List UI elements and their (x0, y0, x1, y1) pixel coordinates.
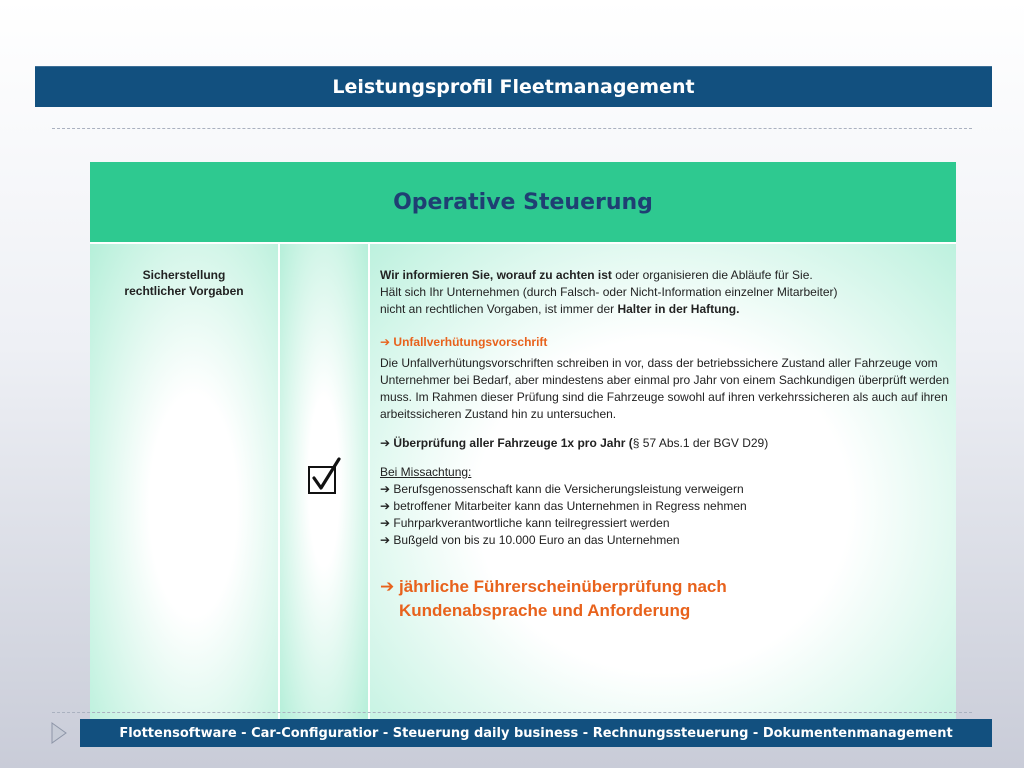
arrow-icon: ➔ (380, 533, 391, 547)
arrow-icon: ➔ (380, 482, 391, 496)
page-title: Leistungsprofil Fleetmanagement (332, 76, 695, 98)
footer-bar (80, 719, 992, 747)
arrow-icon: ➔ (380, 335, 391, 349)
section-title: Operative Steuerung (393, 189, 653, 215)
divider-top (52, 128, 972, 129)
play-triangle-icon (50, 722, 68, 744)
intro-line2: Hält sich Ihr Unternehmen (durch Falsch- oder Nicht-Information einzelner Mitarbeiter) (380, 285, 838, 299)
description-text: Wir informieren Sie, worauf zu achten ist oder organisieren die Abläufe für Sie. Hält sich Ihr Unternehmen (durch Falsch- oder Nicht-Information einzelner Mitarbeiter) nicht an rechtlichen Vorgaben, ist immer der Halter in der Haftung. ➔ Unfallverhütungsvorschrift Die Unfallverhütungsvorschriften schreiben in vor, dass der betriebssichere Zustand aller Fahrzeuge vom Unternehmer bei Bedarf, aber mindestens aber einmal pro Jahr von einem Sachkundigen überprüft werden muss. Im Rahmen dieser Prüfung sind die Fahrzeuge sowohl auf ihren verkehrssicheren als auch auf ihren arbeitssicheren Zustand hin zu untersuchen. ➔ Überprüfung aller Fahrzeuge 1x pro Jahr (§ 57 Abs.1 der BGV D29) Bei Missachtung: ➔ Berufsgenossenschaft kann die Versicherungsleistung verweigern ➔ betroffener Mitarbeiter kann das Unternehmen in Regress nehmen ➔ Fuhrparkverantwortliche kann teilregressiert werden ➔ Bußgeld von bis zu 10.000 Euro an das Unternehmen ➔ jährliche Führerscheinüberprüfung nach Kundenabsprache und Anforderung (380, 267, 950, 623)
checked-box-icon (308, 466, 336, 494)
uvv-heading: Unfallverhütungsvorschrift (393, 335, 548, 349)
list-item: ➔ Berufsgenossenschaft kann die Versicherungsleistung verweigern (380, 482, 744, 496)
highlight-line2: Kundenabsprache und Anforderung (399, 601, 691, 620)
label-column (90, 244, 278, 720)
title-bar (35, 66, 992, 107)
arrow-icon: ➔ (380, 436, 391, 450)
footer-text: Flottensoftware - Car-Configuratior - Steuerung daily business - Rechnungssteuerung - Dokumentenmanagement (119, 725, 953, 741)
highlight-line1: jährliche Führerscheinüberprüfung nach (398, 577, 727, 596)
intro-rest: oder organisieren die Abläufe für Sie. (611, 268, 813, 282)
arrow-icon: ➔ (380, 577, 395, 597)
missachtung-label: Bei Missachtung: (380, 465, 472, 479)
content-panel (90, 162, 956, 720)
list-item: ➔ Fuhrparkverantwortliche kann teilregressiert werden (380, 516, 670, 530)
list-item: ➔ betroffener Mitarbeiter kann das Unternehmen in Regress nehmen (380, 499, 747, 513)
list-item: ➔ Bußgeld von bis zu 10.000 Euro an das Unternehmen (380, 533, 680, 547)
arrow-icon: ➔ (380, 499, 391, 513)
uvv-body: Die Unfallverhütungsvorschriften schreiben in vor, dass der betriebssichere Zustand aller Fahrzeuge vom Unternehmer bei Bedarf, aber mindestens aber einmal pro Jahr von einem Sachkundigen überprüft werden muss. Im Rahmen dieser Prüfung sind die Fahrzeuge sowohl auf ihren verkehrssicheren als auch auf ihren arbeitssicheren Zustand hin zu untersuchen. (380, 356, 949, 421)
divider-bottom (52, 712, 972, 713)
arrow-icon: ➔ (380, 516, 391, 530)
section-header (90, 162, 956, 242)
intro-bold: Wir informieren Sie, worauf zu achten ist (380, 268, 612, 282)
row-label: Sicherstellung rechtlicher Vorgaben (124, 268, 244, 298)
